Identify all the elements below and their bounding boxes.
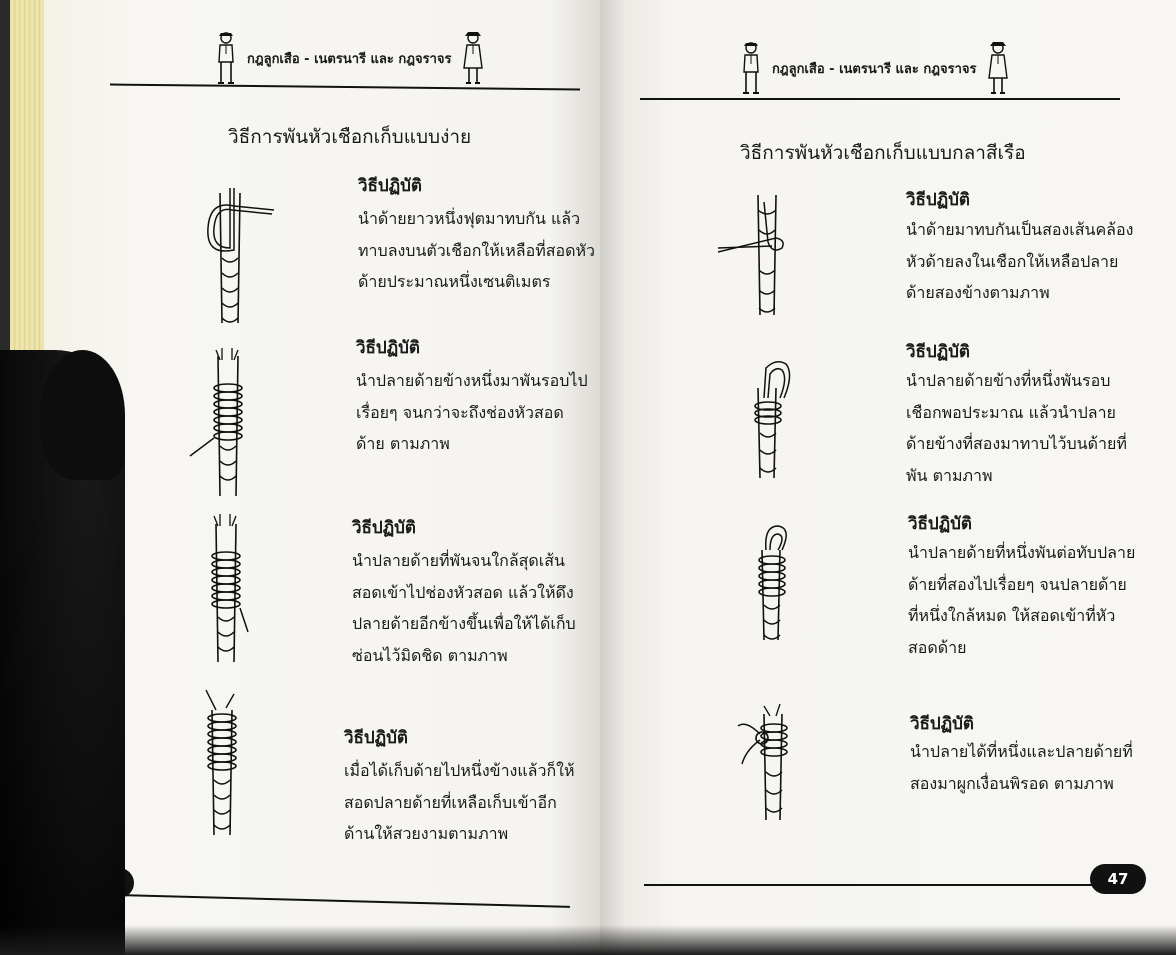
girl-guide-figure-icon (461, 30, 485, 86)
step-1-text: นำด้ายมาทบกันเป็นสองเส้นคล้อง หัวด้ายลงในเชือกให้เหลือปลาย ด้ายสองข้างตามภาพ (906, 220, 1134, 302)
bottom-edge-shadow (0, 925, 1176, 955)
step-2-text: นำปลายด้ายข้างที่หนึ่งพันรอบ เชือกพอประมาณ แล้วนำปลาย ด้ายข้างที่สองมาทาบไว้บนด้ายที่ พัน ตามภาพ (906, 371, 1127, 485)
sailor-whipping-step-3-illustration (748, 520, 808, 644)
girl-guide-figure-icon (986, 40, 1010, 96)
step-1-heading: วิธีปฏิบัติ (906, 190, 970, 210)
step-3-text: นำปลายด้ายที่พันจนใกล้สุดเส้น สอดเข้าไปช่องหัวสอด แล้วให้ดึง ปลายด้ายอีกข้างขึ้นเพื่อให้ได้เก็บ ซ่อนไว้มิดชิด ตามภาพ (352, 551, 576, 665)
step-1-text: นำด้ายยาวหนึ่งฟุตมาทบกัน แล้ว ทาบลงบนตัวเชือกให้เหลือที่สอดหัว ด้ายประมาณหนึ่งเซนติเมตร (358, 209, 596, 291)
step-2-heading: วิธีปฏิบัติ (906, 342, 970, 362)
sailor-whipping-step-4-illustration (736, 700, 806, 824)
boy-scout-figure-icon (740, 40, 762, 96)
page-title: วิธีการพันหัวเชือกเก็บแบบกลาสีเรือ (740, 142, 1026, 164)
page-header (215, 30, 485, 86)
step-3-heading: วิธีปฏิบัติ (908, 514, 972, 534)
header-title: กฎลูกเสือ - เนตรนารี และ กฎจราจร (772, 61, 977, 77)
footer-rule (644, 884, 1094, 886)
rope-whipping-step-3-illustration (188, 512, 278, 672)
step-3-heading: วิธีปฏิบัติ (352, 518, 416, 538)
step-1-heading: วิธีปฏิบัติ (358, 176, 422, 196)
sailor-whipping-step-2-illustration (740, 358, 810, 482)
step-3-text: นำปลายด้ายที่หนึ่งพันต่อทับปลาย ด้ายที่สองไปเรื่อยๆ จนปลายด้าย ที่หนึ่งใกล้หมด ให้สอดเข้าที่หัว สอดด้าย (908, 543, 1136, 657)
step-4-text: นำปลายได้ที่หนึ่งและปลายด้ายที่ สองมาผูกเงื่อนพิรอด ตามภาพ (910, 742, 1133, 793)
rope-whipping-step-2-illustration (182, 346, 272, 506)
page-header (740, 40, 1010, 96)
right-page (600, 0, 1176, 955)
boy-scout-figure-icon (215, 30, 237, 86)
rope-whipping-step-1-illustration (192, 188, 282, 338)
thumb-tip-shadow (40, 350, 125, 480)
page-number-badge: 47 (1090, 864, 1146, 894)
header-title: กฎลูกเสือ - เนตรนารี และ กฎจราจร (247, 51, 452, 67)
step-4-heading: วิธีปฏิบัติ (344, 728, 408, 748)
sailor-whipping-step-1-illustration (712, 190, 802, 320)
step-2-text: นำปลายด้ายข้างหนึ่งมาพันรอบไป เรื่อยๆ จนกว่าจะถึงช่องหัวสอด ด้าย ตามภาพ (356, 371, 588, 453)
header-rule (640, 98, 1120, 100)
step-4-heading: วิธีปฏิบัติ (910, 714, 974, 734)
page-title: วิธีการพันหัวเชือกเก็บแบบง่าย (228, 126, 472, 148)
rope-whipping-step-4-illustration (186, 690, 276, 840)
step-2-heading: วิธีปฏิบัติ (356, 338, 420, 358)
footer-rule (120, 894, 570, 908)
step-4-text: เมื่อได้เก็บด้ายไปหนึ่งข้างแล้วก็ให้ สอดปลายด้ายที่เหลือเก็บเข้าอีก ด้านให้สวยงามตามภาพ (344, 761, 575, 843)
